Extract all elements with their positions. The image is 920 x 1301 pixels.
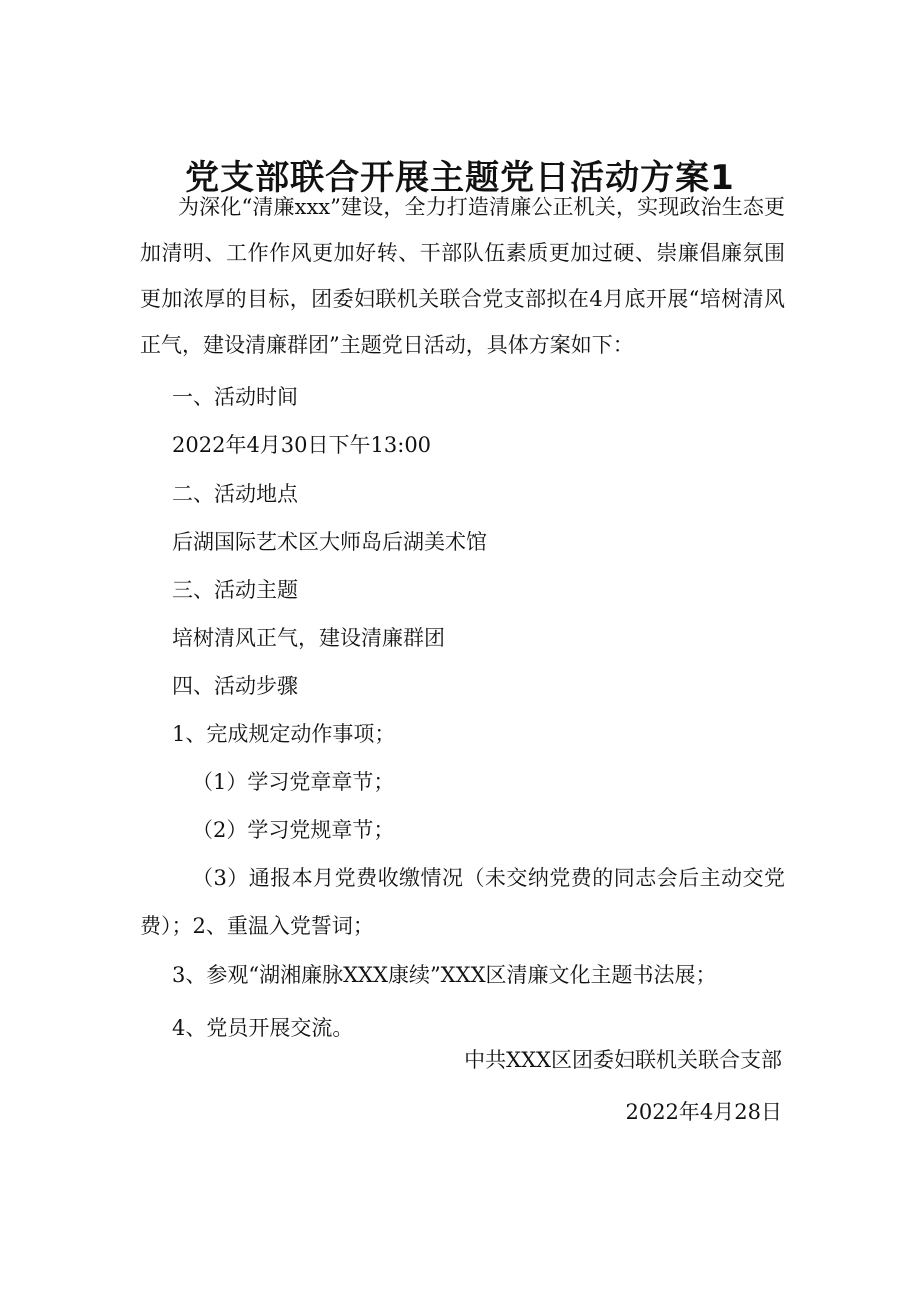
activity-theme: 培树清风正气，建设清廉群团 xyxy=(172,626,445,650)
step-1-sub-1: （1）学习党章章节； xyxy=(192,770,395,794)
section-heading-location: 二、活动地点 xyxy=(172,482,298,506)
signature-date: 2022年4月28日 xyxy=(625,1100,782,1124)
step-4: 4、党员开展交流。 xyxy=(172,1016,354,1040)
step-1-sub-2: （2）学习党规章节； xyxy=(192,818,395,842)
intro-paragraph: 为深化“清廉xxx”建设，全力打造清廉公正机关，实现政治生态更加清明、工作作风更加好转、干部队伍素质更加过硬、崇廉倡廉氛围更加浓厚的目标，团委妇联机关联合党支部拟在4月底开展“培树清风正气，建设清廉群团”主题党日活动，具体方案如下： xyxy=(140,195,785,357)
section-heading-theme: 三、活动主题 xyxy=(172,578,298,602)
activity-location: 后湖国际艺术区大师岛后湖美术馆 xyxy=(172,530,487,554)
section-heading-steps: 四、活动步骤 xyxy=(172,674,298,698)
section-heading-time: 一、活动时间 xyxy=(172,385,298,409)
step-3: 3、参观“湖湘廉脉XXX康续”XXX区清廉文化主题书法展； xyxy=(172,963,717,987)
step-1-sub-3: （3）通报本月党费收缴情况（未交纳党费的同志会后主动交党费）；2、重温入党誓词； xyxy=(140,866,785,938)
step-1: 1、完成规定动作事项； xyxy=(172,722,396,746)
signature-organization: 中共XXX区团委妇联机关联合支部 xyxy=(464,1048,782,1072)
activity-time: 2022年4月30日下午13:00 xyxy=(172,433,432,457)
document-title: 党支部联合开展主题党日活动方案1 xyxy=(185,157,735,198)
